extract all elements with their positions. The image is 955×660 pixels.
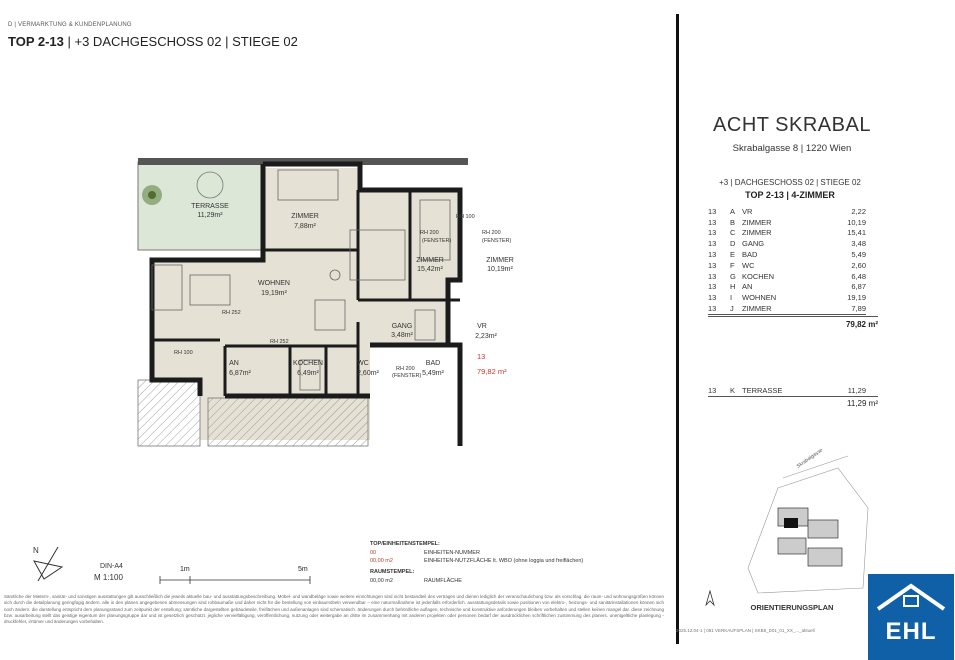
scale-5m-label: 5m: [298, 566, 308, 573]
legend-row: [370, 558, 583, 564]
area-kochen: 6,49m²: [297, 370, 319, 377]
legend-row: [370, 578, 462, 584]
room-row: [708, 303, 866, 314]
legend-heading-room: RAUMSTEMPEL:: [370, 569, 415, 575]
room-row: [708, 206, 866, 217]
paper-format: DIN-A4: [100, 563, 123, 570]
ehl-house-icon: [868, 574, 954, 614]
room-letter: J: [730, 304, 734, 314]
outdoor-table: [708, 385, 866, 395]
room-letter: K: [730, 385, 736, 395]
rh252-label: RH 252: [270, 339, 289, 345]
room-letter: D: [730, 239, 736, 249]
room-area: 5,49: [851, 250, 866, 260]
legend-text: RAUMFLÄCHE: [424, 578, 462, 584]
scale-1m-label: 1m: [180, 566, 190, 573]
room-name: VR: [742, 206, 753, 216]
area-zimmer-b: 10,19m²: [487, 266, 513, 273]
room-nr: 13: [708, 282, 717, 292]
room-table: [708, 206, 866, 315]
label-zimmer-c: ZIMMER: [416, 257, 444, 264]
rooms-total: 79,82 m²: [845, 320, 878, 329]
total-divider: [708, 316, 878, 317]
room-row: [708, 260, 866, 271]
area-zimmer-c: 15,42m²: [417, 266, 443, 273]
area-an: 6,87m²: [229, 370, 251, 377]
room-row: [708, 271, 866, 282]
room-nr: 13: [708, 271, 717, 281]
label-terrasse: TERRASSE: [191, 203, 229, 210]
room-nr: 13: [708, 304, 717, 314]
disclaimer-text: Sämtliche der Mietern-, sanitär- und sonstigen ausstattungen gilt ausschließlich die jeweils aktuelle bau- und ausstattungsbeschreibung. Möbel- und wandbeläge sowie weitere einrichtungen sind nicht bestandteil des vertrages und dienen lediglich der veranschaulichung bzw. als vorschlag. die raum- und wohnungsgrößen können sich durch die detailplanung geringfügig ändern. alle in den plänen angegebenen abmessungen sind rohbaumaße und daher nicht für die bestellung von einbaumöbeln verwendbar – eine naturmaßnahme ist jedenfalls erforderlich. ausstattungsdetails sowie positionen von elektro-, heizungs- und sanitärinstallationen können sich noch ändern. die darstellung entspricht dem planungsstand zum zeitpunkt der erstellung; sämtliche dargestellten gebäudeteile, freiflächen und außenanlagen sind schematisch. änderungen durch behördliche auflagen, technische und konstruktive anforderungen bleiben vorbehalten und stellen keinen mangel dar. diese zeichnung bzw. ausarbeitung stellt das geistige eigentum der planungsgruppe dar und ist gesetzlich geschützt. jegliche vervielfältigung, veröffentlichung, nutzung oder weitergabe an dritte im zusammenhang mit anderen projekten oder personen bedarf der ausdrücklichen schriftlichen zustimmung des planers. unentgeltliche planlegung - druckfehler, irrtümer und änderungen vorbehalten.: [4, 594, 664, 625]
ehl-logo: [868, 574, 954, 660]
label-zimmer-b: ZIMMER: [486, 257, 514, 264]
room-row: [708, 292, 866, 303]
area-bad: 5,49m²: [422, 370, 444, 377]
site-street-label: Skrabalgasse: [795, 447, 824, 470]
legend-row: [370, 550, 480, 556]
area-wc: 2,60m²: [357, 370, 379, 377]
fenster-label: (FENSTER): [422, 238, 452, 244]
outdoor-divider: [708, 396, 878, 397]
room-area: 11,29: [847, 385, 866, 395]
label-bad: BAD: [425, 360, 441, 367]
room-area: 3,48: [851, 239, 866, 249]
room-letter: B: [730, 217, 736, 227]
project-address: Skrabalgasse 8 | 1220 Wien: [732, 143, 852, 154]
label-kochen: KOCHEN: [293, 360, 323, 367]
room-row: [708, 228, 866, 239]
area-terrasse: 11,29m²: [197, 212, 223, 219]
room-nr: 13: [708, 385, 717, 395]
rh-label: RH 200: [396, 366, 415, 372]
room-area: 2,22: [851, 206, 866, 216]
orientation-label: ORIENTIERUNGSPLAN: [750, 603, 834, 612]
room-row: [708, 238, 866, 249]
header-subtitle: D | VERMARKTUNG & KUNDENPLANUNG: [8, 22, 132, 28]
legend-code: 00: [370, 550, 377, 556]
room-area: 10,19: [847, 217, 866, 227]
scale-bar: [150, 576, 320, 584]
unit-floor: +3 | DACHGESCHOSS 02 | STIEGE 02: [719, 178, 861, 187]
label-vr: VR: [477, 323, 487, 330]
room-row: [708, 385, 866, 395]
room-name: WC: [742, 260, 755, 270]
room-name: KOCHEN: [742, 271, 775, 281]
room-area: 7,89: [851, 304, 866, 314]
room-nr: 13: [708, 217, 717, 227]
legend-code: 00,00 m2: [370, 558, 393, 564]
label-wc: WC: [357, 360, 369, 367]
site-plan: [738, 448, 878, 598]
file-info: 2025.12.04-1 | 081 VERKAUFSPLAN | SKB8_D01_01_XX_..._aktuell: [676, 628, 815, 633]
room-nr: 13: [708, 250, 717, 260]
room-name: TERRASSE: [742, 385, 783, 395]
outdoor-total: 11,29 m²: [847, 399, 878, 408]
ehl-logo-text: EHL: [885, 618, 937, 645]
plant-icon: [142, 185, 162, 205]
room-nr: 13: [708, 260, 717, 270]
legend-text: EINHEITEN-NUMMER: [424, 550, 480, 556]
room-letter: F: [730, 260, 735, 270]
room-row: [708, 282, 866, 293]
scale-ratio: M 1:100: [94, 573, 123, 582]
room-name: WOHNEN: [742, 293, 777, 303]
room-letter: H: [730, 282, 736, 292]
legend-text: EINHEITEN-NUTZFLÄCHE lt. WBO (ohne loggia und freiflächen): [424, 558, 584, 564]
room-name: ZIMMER: [742, 304, 772, 314]
legend-heading-unit: TOP/EINHEITENSTEMPEL:: [370, 541, 440, 547]
fenster-label: (FENSTER): [392, 373, 422, 379]
room-name: GANG: [742, 239, 765, 249]
unit-code: TOP 2-13: [8, 34, 64, 49]
rh100-label: RH 100: [174, 350, 193, 356]
room-letter: I: [730, 293, 733, 303]
room-nr: 13: [708, 228, 717, 238]
room-letter: C: [730, 228, 736, 238]
rh-label: RH 200: [482, 230, 501, 236]
project-name: ACHT SKRABAL: [713, 114, 871, 136]
room-letter: A: [730, 206, 736, 216]
rh-label: RH 200: [420, 230, 439, 236]
north-arrow-icon: [30, 543, 66, 583]
room-row: [708, 217, 866, 228]
label-an: AN: [229, 360, 239, 367]
room-name: ZIMMER: [742, 217, 772, 227]
rh252-label: RH 252: [222, 310, 241, 316]
area-gang: 3,48m²: [391, 332, 413, 339]
room-name: ZIMMER: [742, 228, 772, 238]
panel-divider: [676, 14, 679, 644]
label-wohnen: WOHNEN: [258, 280, 290, 287]
room-name: BAD: [742, 250, 758, 260]
room-row: [708, 249, 866, 260]
unit-area-stamp: 79,82 m²: [477, 367, 507, 376]
room-nr: 13: [708, 293, 717, 303]
room-area: 6,87: [851, 282, 866, 292]
room-area: 19,19: [847, 293, 866, 303]
room-area: 6,48: [851, 271, 866, 281]
area-vr: 2,23m²: [475, 333, 497, 340]
room-nr: 13: [708, 206, 717, 216]
room-name: AN: [742, 282, 753, 292]
label-zimmer-j: ZIMMER: [291, 213, 319, 220]
area-wohnen: 19,19m²: [261, 290, 287, 297]
room-letter: E: [730, 250, 736, 260]
rh100-label: RH 100: [456, 214, 475, 220]
unit-location-marker: [784, 518, 798, 528]
unit-number-stamp: 13: [477, 352, 486, 361]
room-letter: G: [730, 271, 736, 281]
page-title: [8, 34, 298, 49]
label-gang: GANG: [391, 323, 413, 330]
room-area: 2,60: [851, 260, 866, 270]
legend-code: 00,00 m2: [370, 578, 393, 584]
fenster-label: (FENSTER): [482, 238, 512, 244]
area-zimmer-j: 7,88m²: [294, 223, 316, 230]
room-nr: 13: [708, 239, 717, 249]
svg-text:N: N: [33, 546, 39, 555]
unit-location: | +3 DACHGESCHOSS 02 | STIEGE 02: [63, 34, 298, 49]
unit-title: TOP 2-13 | 4-ZIMMER: [745, 190, 835, 200]
room-area: 15,41: [847, 228, 866, 238]
